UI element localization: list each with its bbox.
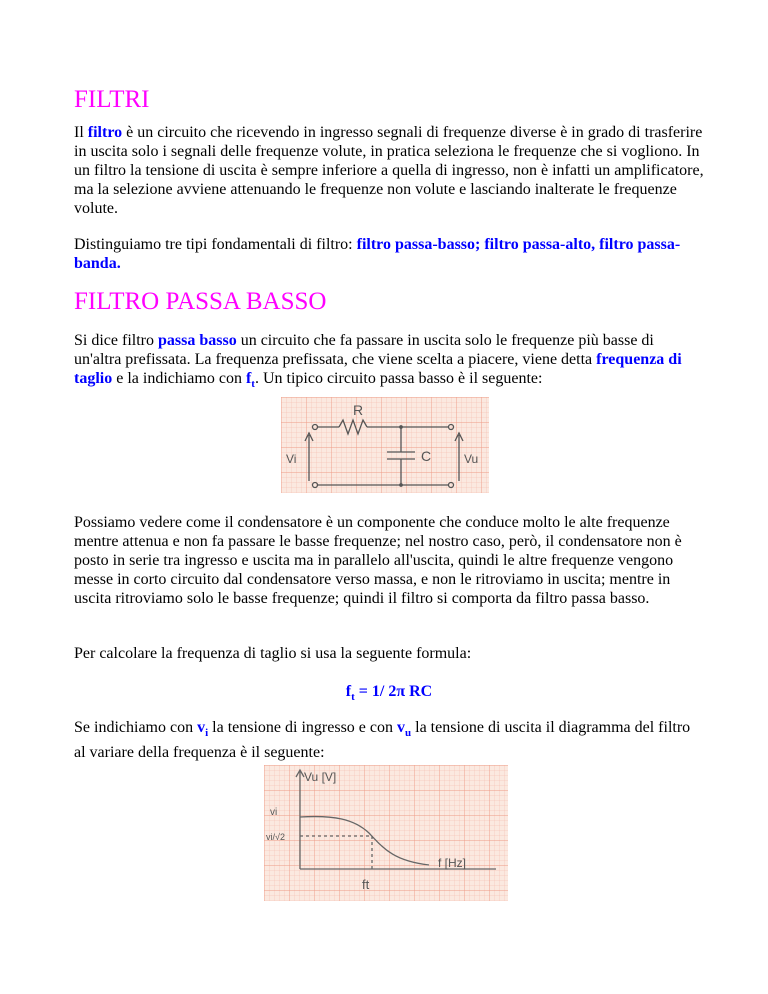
graph-ft-label: ft — [362, 877, 370, 892]
keyword-vu — [397, 719, 412, 740]
paragraph-filtro-intro — [74, 123, 704, 218]
text-fragment: e la indichiamo con — [112, 370, 246, 387]
lowpass-response-drawing — [264, 765, 508, 901]
ft-base: f — [245, 370, 252, 387]
text-fragment: Il — [74, 124, 88, 141]
paragraph-passa-basso-def — [74, 331, 704, 394]
graph-vi-label: vi — [270, 807, 278, 818]
text-fragment: Distinguiamo tre tipi fondamentali di filtro: — [74, 236, 357, 253]
text-fragment: la tensione di uscita il diagramma del filtro al variare della frequenza è il seguente: — [74, 719, 691, 762]
keyword-vi — [197, 719, 209, 740]
label-vu: Vu — [464, 452, 479, 466]
text-fragment: è un circuito che ricevendo in ingresso segnali di frequenze diverse è in grado di trasferire in uscita solo i segnali delle frequenze volute, in pratica seleziona le frequenze che si vogliono. In un filtro la tensione di uscita è sempre inferiore a quella di ingresso, non è infatti un amplificatore, ma la selezione avviene attenuando le frequenze non volute e lasciando inalterate le frequenze volute. — [74, 124, 704, 217]
paragraph-condensatore — [74, 513, 704, 608]
graph-vi-sqrt2-label: vi/√2 — [266, 832, 285, 842]
keyword-filtro: filtro — [87, 124, 123, 141]
text-fragment: Si dice filtro — [74, 332, 158, 349]
formula-rest: = 1/ 2π RC — [354, 683, 433, 700]
vi-sub: i — [205, 727, 209, 740]
label-c: C — [421, 448, 432, 464]
vu-base: v — [397, 719, 405, 736]
keyword-tipi-filtro: filtro passa-basso; filtro passa-alto, filtro passa-banda. — [74, 236, 681, 272]
label-r: R — [353, 402, 364, 418]
paragraph-diagramma-intro — [74, 718, 704, 762]
graph-x-label: f [Hz] — [438, 856, 467, 870]
text-fragment: la tensione di ingresso e con — [208, 719, 397, 736]
vi-base: v — [197, 719, 206, 736]
frequency-response-image — [264, 765, 508, 901]
text-fragment: un circuito che fa passare in uscita solo le frequenze più basse di un'altra prefissata. La frequenza prefissata, che viene scelta a piacere, viene detta — [74, 332, 654, 368]
text-fragment: Possiamo vedere come il condensatore è un componente che conduce molto le alte frequenze mentre attenua e non fa passare le basse frequenze; nel nostro caso, però, il condensatore non è posto in serie tra ingresso e uscita ma in parallelo all'uscita, quindi le altre frequenze vengono messe in corto circuito dal condensatore verso massa, e non le ritroviamo in uscita; mentre in uscita ritroviamo solo le basse frequenze; quindi il filtro si comporta da filtro passa basso. — [74, 514, 682, 607]
keyword-passa-basso: passa basso — [157, 332, 237, 349]
label-vi: Vi — [286, 452, 297, 466]
keyword-ft — [245, 370, 255, 391]
text-fragment: . Un tipico circuito passa basso è il seguente: — [254, 370, 543, 387]
formula-sub: t — [351, 691, 355, 704]
text-fragment: Per calcolare la frequenza di taglio si usa la seguente formula: — [74, 645, 472, 662]
heading-filtri: FILTRI — [74, 86, 150, 113]
text-fragment: Se indichiamo con — [74, 719, 198, 736]
formula-f: f — [345, 683, 352, 700]
circuit-image — [281, 397, 489, 493]
vu-sub: u — [405, 727, 412, 740]
formula-frequenza-taglio — [74, 682, 704, 707]
paragraph-tipi-filtro — [74, 235, 704, 273]
heading-filtro-passa-basso: FILTRO PASSA BASSO — [74, 288, 327, 315]
ft-sub: t — [251, 378, 255, 391]
keyword-frequenza-taglio: frequenza di taglio — [74, 351, 682, 387]
graph-y-label: Vu [V] — [304, 770, 337, 784]
rc-circuit-drawing — [281, 397, 489, 493]
paragraph-formula-intro — [74, 644, 704, 663]
